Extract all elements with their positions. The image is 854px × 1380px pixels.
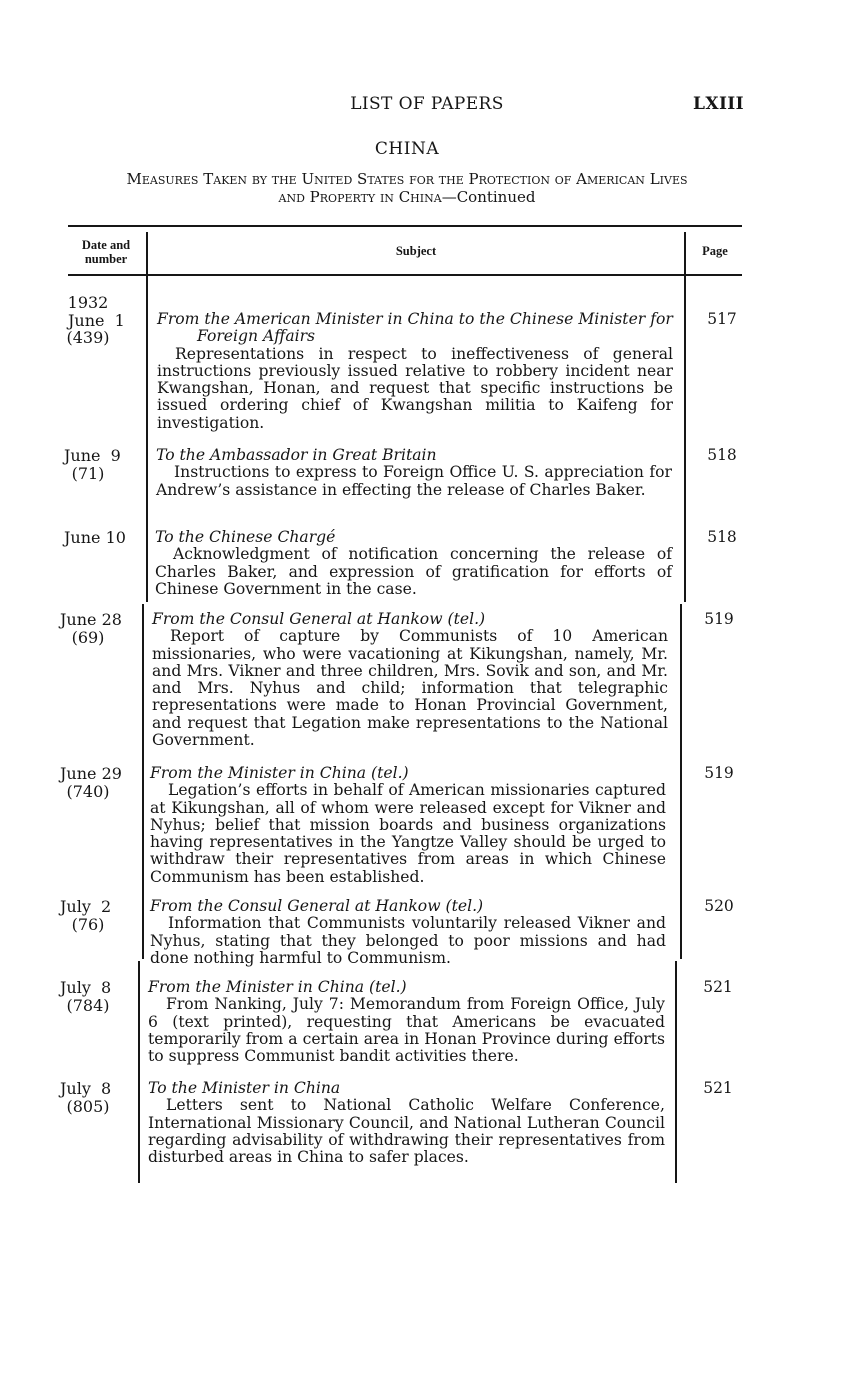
row-date	[56, 1080, 138, 1115]
date-column-divider	[146, 232, 148, 602]
row-number: (805)	[66, 1096, 110, 1116]
table-header-rule	[68, 274, 742, 276]
row-body: Report of capture by Communists of 10 American missionaries, who were vacationing at Kikungshan, namely, Mr. and Mrs. Vikner and three children, Mrs. Sovik and son, and Mr. and Mrs. Nyhus and child; information that telegraphic representations were made to Honan Provincial Government, and request that Legation make representations to the National Government.	[152, 627, 668, 750]
row-heading: To the Chinese Chargé	[155, 528, 336, 546]
row-date	[56, 765, 138, 800]
row-date-value: June 1	[68, 310, 125, 330]
row-body: Representations in respect to ineffectiveness of general instructions previously issued relative to robbery incident near Kwangshan, Honan, and request that specific instructions be issued ordering chief of Kwangshan militia to Kaifeng for investigation.	[157, 344, 673, 432]
row-date-value: July 8	[60, 978, 112, 997]
row-body: Information that Communists voluntarily released Vikner and Nyhus, stating that they belonged to poor missions and had done nothing harmful to Communism.	[150, 914, 666, 967]
row-heading: From the Minister in China (tel.)	[150, 764, 409, 782]
row-number: (439)	[66, 328, 110, 347]
row-page: 518	[707, 446, 737, 464]
row-page: 520	[704, 897, 734, 915]
row-date-value: June 28	[60, 610, 122, 629]
row-subject	[156, 447, 672, 499]
row-date	[56, 529, 138, 547]
row-date-value: July 8	[60, 1079, 112, 1098]
row-page: 518	[707, 528, 737, 546]
page-folio: LXIII	[693, 94, 744, 114]
date-column-divider	[142, 604, 144, 959]
row-date	[56, 611, 138, 646]
row-date-value: June 9	[64, 446, 121, 465]
row-date	[56, 447, 138, 482]
column-header-subject: Subject	[395, 244, 437, 258]
row-page: 519	[704, 764, 734, 782]
row-subject	[157, 311, 673, 432]
row-body: Instructions to express to Foreign Office U. S. appreciation for Andrew’s assistance in effecting the release of Charles Baker.	[156, 463, 672, 499]
column-header-page: Page	[702, 244, 728, 258]
row-page: 521	[703, 978, 733, 996]
row-date	[56, 294, 138, 347]
row-number: (69)	[71, 627, 105, 647]
subtitle-continued: —Continued	[441, 188, 536, 206]
row-subject	[148, 979, 665, 1065]
row-body: From Nanking, July 7: Memorandum from Foreign Office, July 6 (text printed), requesting that Americans be evacuated temporarily from a certain area in Honan Province during efforts to suppress Communist bandit activities there.	[148, 995, 665, 1066]
row-page: 517	[707, 310, 737, 328]
row-subject	[148, 1080, 665, 1166]
row-body: Legation’s efforts in behalf of American missionaries captured at Kikungshan, all of whom were released except for Vikner and Nyhus; belief that mission boards and business organizations having representatives in the Yangtze Valley should be urged to withdraw their representatives from areas in which Chinese Communism has been established.	[150, 781, 666, 886]
row-body: Acknowledgment of notification concerning the release of Charles Baker, and expression of gratification for efforts of Chinese Government in the case.	[155, 545, 672, 598]
row-heading: From the Consul General at Hankow (tel.)	[150, 897, 484, 915]
running-title: LIST OF PAPERS	[350, 94, 504, 114]
row-heading: From the Minister in China (tel.)	[148, 978, 407, 996]
page-column-divider	[684, 232, 686, 602]
row-date-value: June 29	[60, 764, 122, 783]
subtitle-line-2: and Property in China	[278, 188, 442, 206]
row-heading: To the Ambassador in Great Britain	[156, 446, 437, 464]
row-heading: From the American Minister in China to the Chinese Minister for Foreign Affairs	[157, 310, 673, 346]
row-year: 1932	[67, 293, 109, 312]
row-heading: From the Consul General at Hankow (tel.)	[152, 610, 486, 628]
row-subject	[155, 529, 672, 598]
row-date-value: June 10	[64, 528, 126, 547]
section-subtitle	[70, 170, 744, 206]
row-number: (740)	[66, 781, 110, 801]
column-header-date: Date and number	[81, 238, 131, 266]
row-subject	[150, 765, 666, 886]
subtitle-line-1: Measures Taken by the United States for the Protection of American Lives	[126, 170, 688, 188]
row-number: (784)	[66, 995, 110, 1015]
row-date	[56, 979, 138, 1014]
row-date-value: July 2	[60, 897, 112, 916]
page-column-divider	[675, 961, 677, 1183]
row-page: 521	[703, 1079, 733, 1097]
row-subject	[152, 611, 668, 749]
page-column-divider	[680, 604, 682, 959]
table-top-rule	[68, 225, 742, 227]
section-title: CHINA	[374, 139, 440, 159]
row-number: (76)	[71, 914, 105, 934]
row-heading: To the Minister in China	[148, 1079, 341, 1097]
row-date	[56, 898, 138, 933]
row-subject	[150, 898, 666, 967]
row-number: (71)	[71, 463, 105, 483]
row-body: Letters sent to National Catholic Welfare Conference, International Missionary Council, and National Lutheran Council regarding advisability of withdrawing their representatives from disturbed areas in China to safer places.	[148, 1096, 665, 1167]
running-head	[0, 94, 854, 116]
date-column-divider	[138, 961, 140, 1183]
row-page: 519	[704, 610, 734, 628]
